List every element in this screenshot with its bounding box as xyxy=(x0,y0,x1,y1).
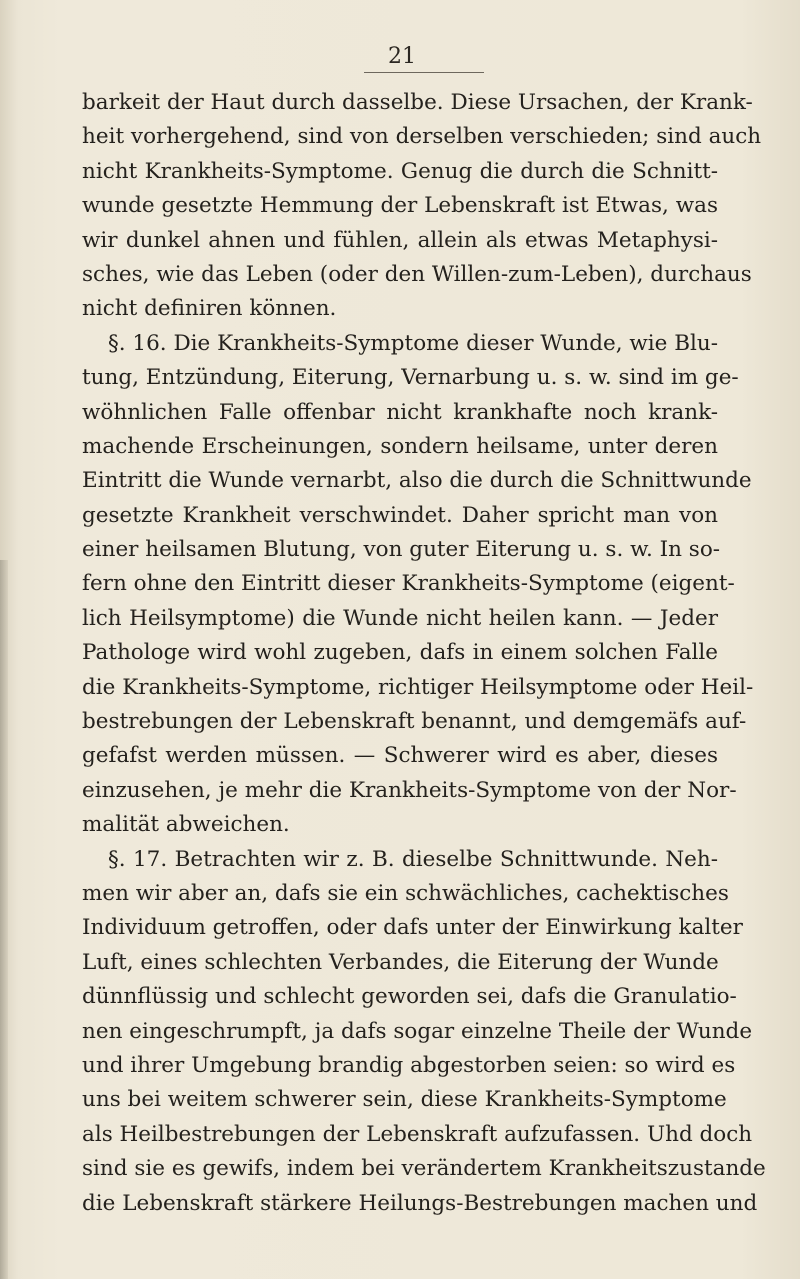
text-line: sind sie es gewifs, indem bei verändertem Krankheitszustande xyxy=(82,1156,766,1182)
text-line: die Krankheits-Symptome, richtiger Heilsymptome oder Heil- xyxy=(82,674,754,700)
text-line: §. 17. Betrachten wir z. B. dieselbe Schnittwunde. Neh- xyxy=(108,846,718,872)
text-line: uns bei weitem schwerer sein, diese Krankheits-Symptome xyxy=(82,1087,727,1113)
header-rule xyxy=(364,72,484,73)
text-line: gesetzte Krankheit verschwindet. Daher spricht man von xyxy=(82,502,718,528)
text-line: die Lebenskraft stärkere Heilungs-Bestrebungen machen und xyxy=(82,1190,758,1216)
text-line: nicht definiren können. xyxy=(82,296,337,322)
text-line: Eintritt die Wunde vernarbt, also die durch die Schnittwunde xyxy=(82,468,752,494)
text-line: men wir aber an, dafs sie ein schwächliches, cachektisches xyxy=(82,880,729,906)
text-line: tung, Entzündung, Eiterung, Vernarbung u. s. w. sind im ge- xyxy=(82,365,739,391)
text-line: und ihrer Umgebung brandig abgestorben seien: so wird es xyxy=(82,1052,736,1078)
text-line: dünnflüssig und schlecht geworden sei, dafs die Granulatio- xyxy=(82,984,737,1010)
text-line: bestrebungen der Lebenskraft benannt, und demgemäfs auf- xyxy=(82,709,747,735)
text-line: §. 16. Die Krankheits-Symptome dieser Wunde, wie Blu- xyxy=(108,330,719,356)
text-line: wunde gesetzte Hemmung der Lebenskraft ist Etwas, was xyxy=(82,193,718,219)
text-line: wöhnlichen Falle offenbar nicht krankhafte noch krank- xyxy=(82,399,718,425)
text-line: Individuum getroffen, oder dafs unter der Einwirkung kalter xyxy=(82,915,743,941)
text-line: einzusehen, je mehr die Krankheits-Symptome von der Nor- xyxy=(82,777,737,803)
text-line: gefafst werden müssen. — Schwerer wird es aber, dieses xyxy=(82,743,718,769)
text-line: machende Erscheinungen, sondern heilsame, unter deren xyxy=(82,433,718,459)
text-line: sches, wie das Leben (oder den Willen-zum-Leben), durchaus xyxy=(82,261,752,287)
text-line: einer heilsamen Blutung, von guter Eiterung u. s. w. In so- xyxy=(82,537,721,563)
text-line: lich Heilsymptome) die Wunde nicht heilen kann. — Jeder xyxy=(82,605,718,631)
text-line: fern ohne den Eintritt dieser Krankheits-Symptome (eigent- xyxy=(82,571,735,597)
text-line: wir dunkel ahnen und fühlen, allein als etwas Metaphysi- xyxy=(82,227,718,253)
body-text xyxy=(82,86,766,1221)
text-line: Luft, eines schlechten Verbandes, die Eiterung der Wunde xyxy=(82,949,719,975)
text-line: barkeit der Haut durch dasselbe. Diese Ursachen, der Krank- xyxy=(82,90,753,115)
text-line: Pathologe wird wohl zugeben, dafs in einem solchen Falle xyxy=(82,640,718,666)
text-line: malität abweichen. xyxy=(82,812,290,838)
text-line: nen eingeschrumpft, ja dafs sogar einzelne Theile der Wunde xyxy=(82,1018,753,1044)
text-line: heit vorhergehend, sind von derselben verschieden; sind auch xyxy=(82,124,762,150)
page-number: 21 xyxy=(388,44,416,69)
text-line: nicht Krankheits-Symptome. Genug die durch die Schnitt- xyxy=(82,158,718,184)
binding-edge-shadow xyxy=(0,560,8,1279)
text-line: als Heilbestrebungen der Lebenskraft aufzufassen. Uhd doch xyxy=(82,1121,753,1147)
